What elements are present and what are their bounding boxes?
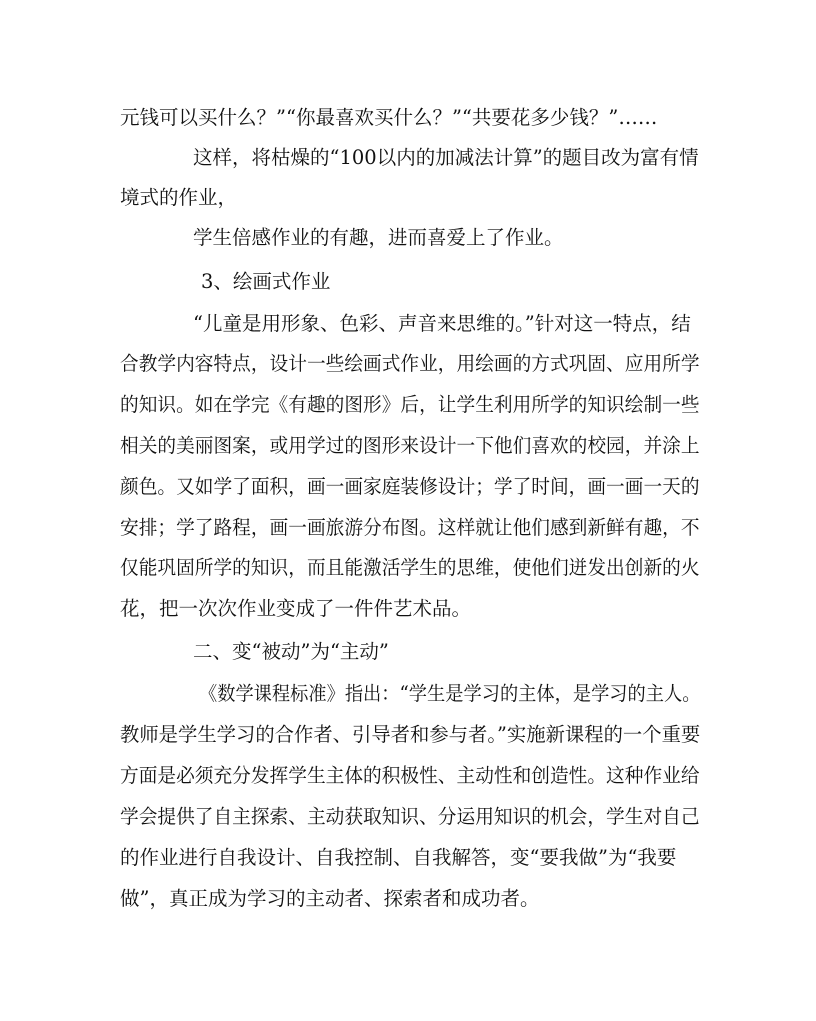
text-line-6: “儿童是用形象、色彩、声音来思维的。”针对这一特点，结 <box>193 312 691 335</box>
text-line-3: 境式的作业， <box>120 186 238 209</box>
text-line-20: 做”，真正成为学习的主动者、探索者和成功者。 <box>120 887 540 910</box>
section-heading-passive-to-active: 二、变“被动”为“主动” <box>193 640 389 663</box>
text-line-2: 这样，将枯燥的“100以内的加减法计算”的题目改为富有情 <box>193 146 699 169</box>
text-line-8: 的知识。如在学完《有趣的图形》后，让学生利用所学的知识绘制一些 <box>120 393 700 416</box>
text-line-18: 学会提供了自主探索、主动获取知识、分运用知识的机会，学生对自己 <box>120 805 700 828</box>
text-line-9: 相关的美丽图案，或用学过的图形来设计一下他们喜欢的校园，并涂上 <box>120 434 700 457</box>
text-line-10: 颜色。又如学了面积，画一画家庭装修设计；学了时间，画一画一天的 <box>120 475 700 498</box>
text-line-13: 花，把一次次作业变成了一件件艺术品。 <box>120 597 472 620</box>
text-line-7: 合教学内容特点，设计一些绘画式作业，用绘画的方式巩固、应用所学 <box>120 352 700 375</box>
text-line-1: 元钱可以买什么？”“你最喜欢买什么？”“共要花多少钱？”…… <box>120 106 658 129</box>
section-heading-drawing-homework: 3、绘画式作业 <box>201 270 331 293</box>
text-line-12: 仅能巩固所学的知识，而且能激活学生的思维，使他们迸发出创新的火 <box>120 556 700 579</box>
text-line-11: 安排；学了路程，画一画旅游分布图。这样就让他们感到新鲜有趣，不 <box>120 516 700 539</box>
text-line-4: 学生倍感作业的有趣，进而喜爱上了作业。 <box>193 226 564 249</box>
text-line-15: 《数学课程标准》指出：“学生是学习的主体，是学习的主人。 <box>199 682 701 705</box>
text-line-17: 方面是必须充分发挥学生主体的积极性、主动性和创造性。这种作业给 <box>120 764 700 787</box>
text-line-19: 的作业进行自我设计、自我控制、自我解答，变“要我做”为“我要 <box>120 846 677 869</box>
text-line-16: 教师是学生学习的合作者、引导者和参与者。”实施新课程的一个重要 <box>120 723 701 746</box>
